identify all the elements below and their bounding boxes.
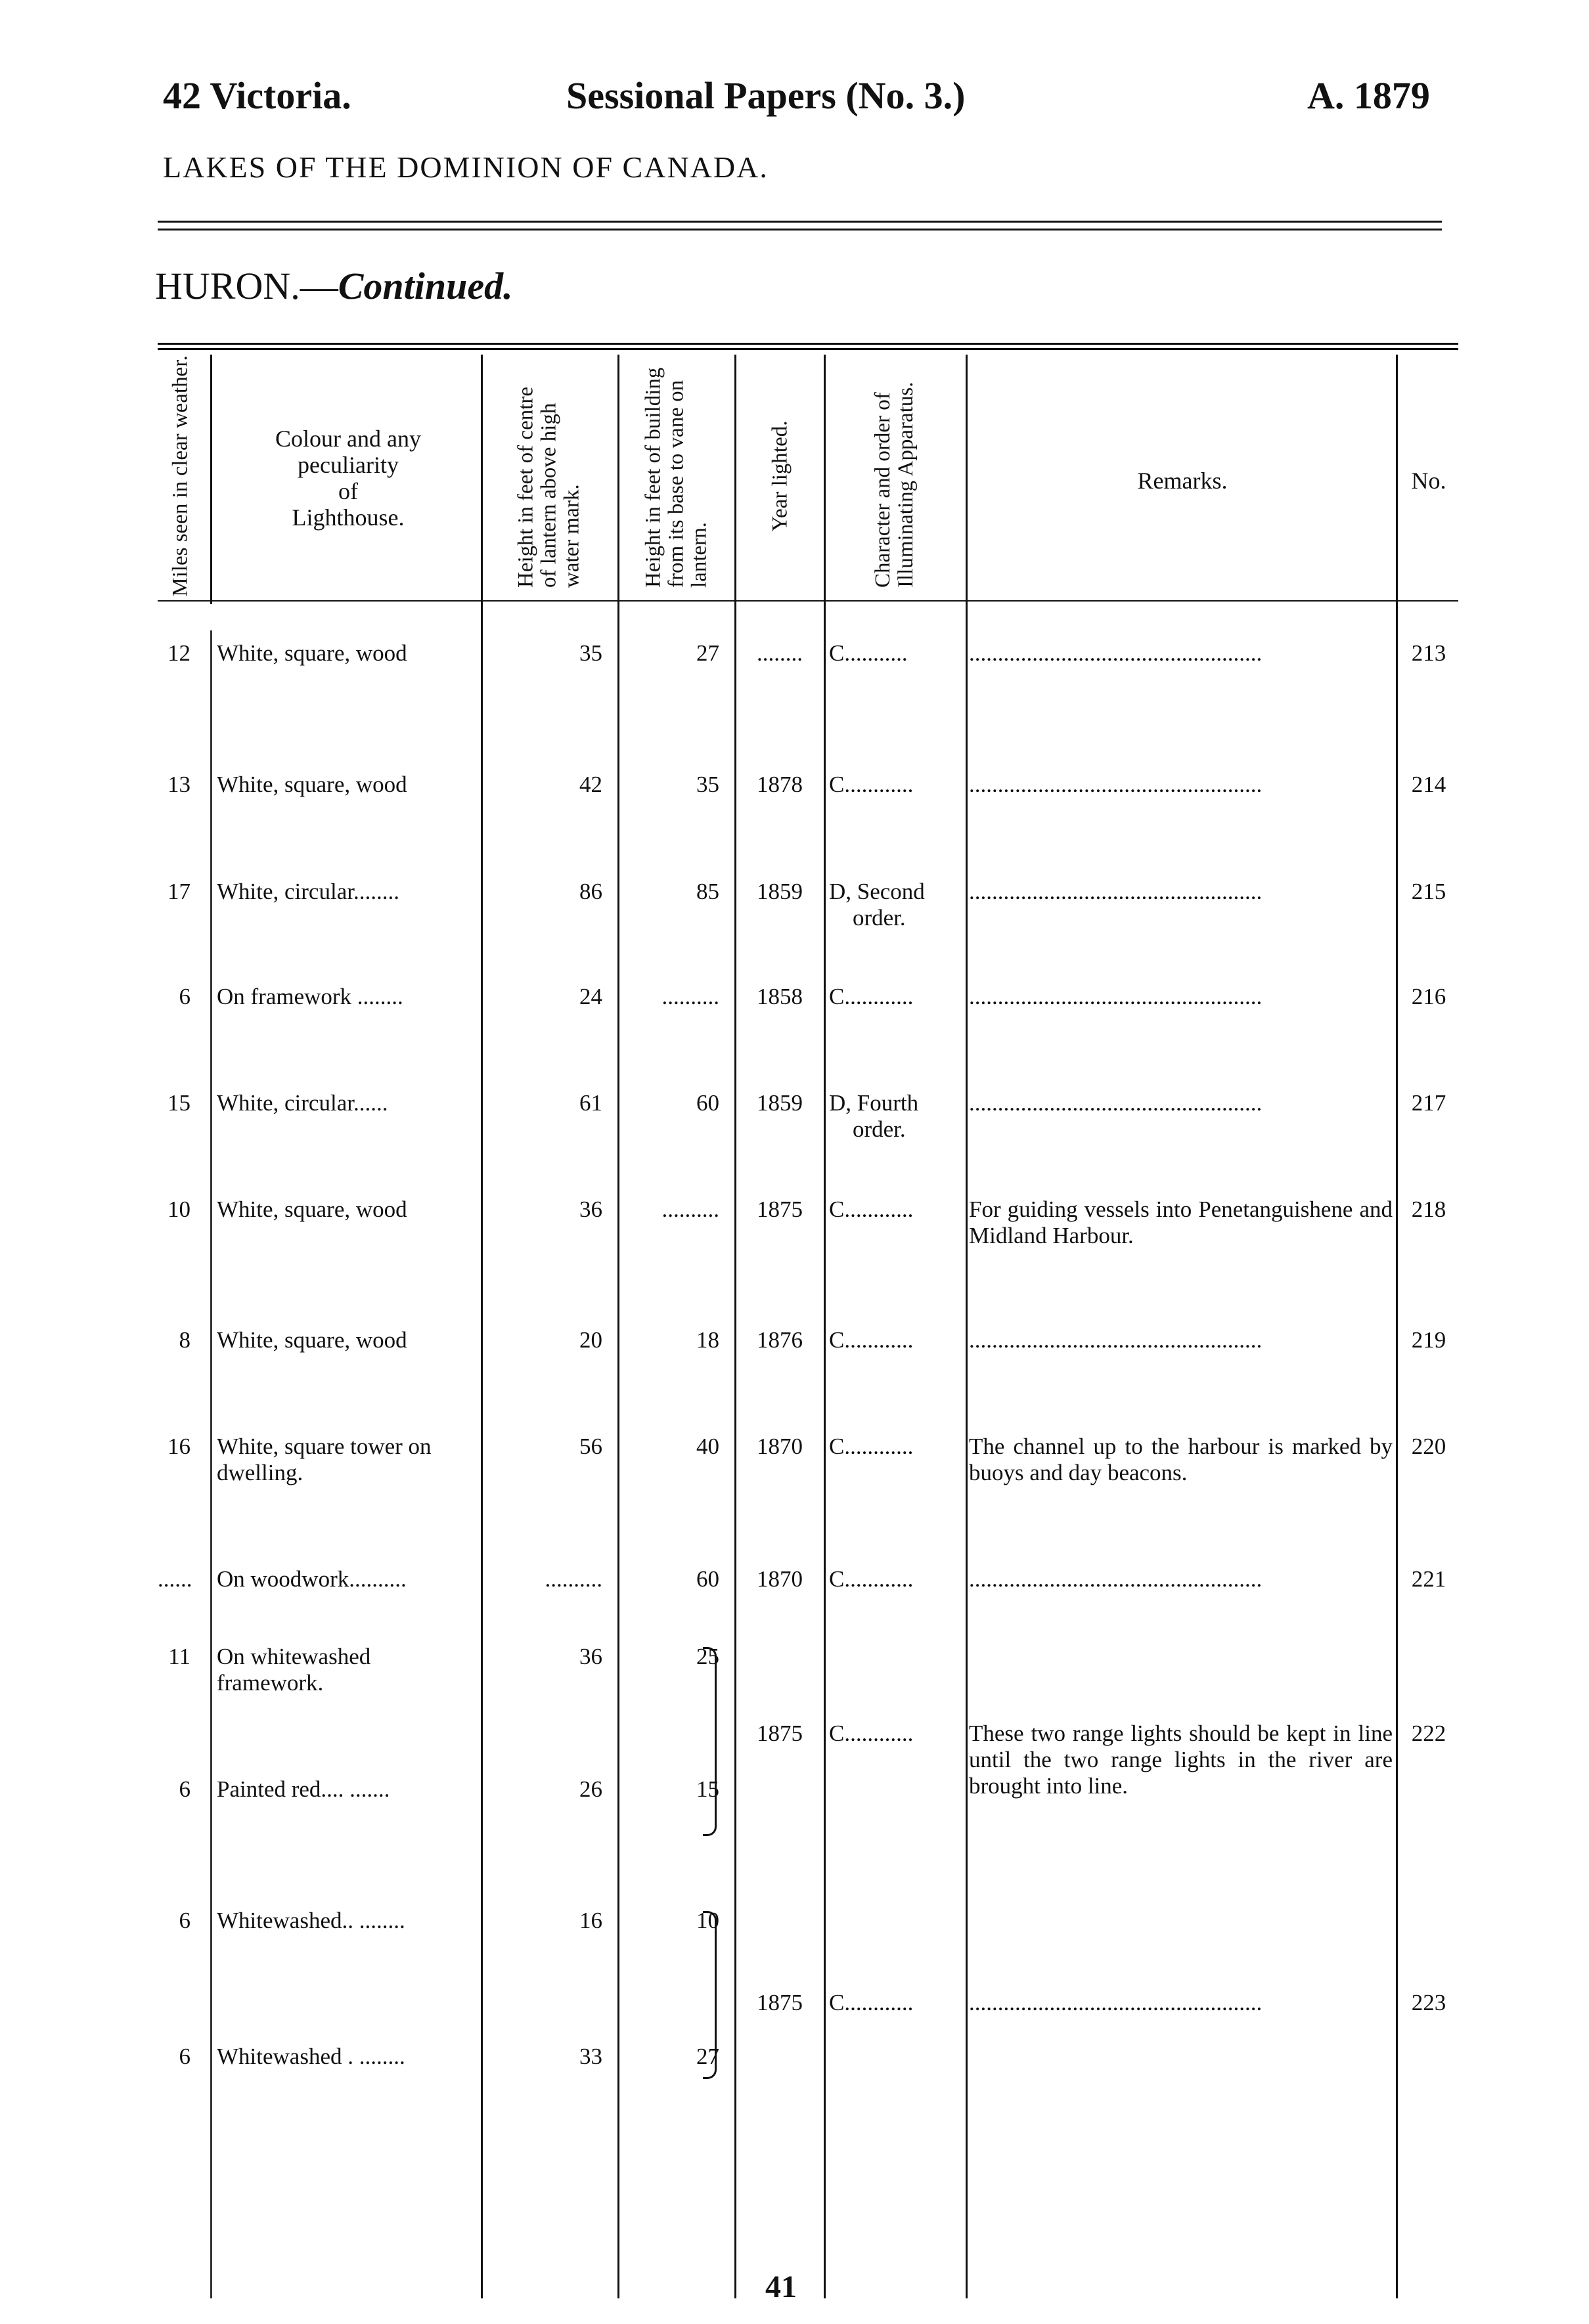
cell-remarks: For guiding vessels into Penetanguishene and Midland Harbour.: [969, 1196, 1393, 1248]
cell-no: 213: [1411, 640, 1446, 666]
group-brace: [703, 1647, 717, 1836]
cell-no: 218: [1411, 1196, 1446, 1222]
cell-height-centre: 16: [579, 1908, 602, 1933]
section-continued: Continued.: [338, 265, 513, 307]
cell-no: 221: [1411, 1566, 1446, 1592]
cell-height-centre: 24: [579, 984, 602, 1009]
header-year: A. 1879: [1307, 74, 1430, 117]
cell-height-building: 27: [696, 640, 719, 666]
cell-character-order: order.: [853, 905, 906, 931]
cell-no: 219: [1411, 1327, 1446, 1353]
cell-colour: White, square tower on dwelling.: [217, 1434, 432, 1485]
cell-height-building: 15: [696, 1776, 719, 1802]
cell-height-building: 60: [696, 1090, 719, 1116]
header-rule-1: [158, 221, 1442, 223]
cell-colour: White, circular......: [217, 1090, 388, 1116]
cell-miles: ......: [158, 1566, 192, 1592]
cell-height-building: 18: [696, 1327, 719, 1353]
cell-colour: White, square, wood: [217, 772, 407, 797]
col-header-colour-line4: Lighthouse.: [292, 504, 405, 531]
col-header-height-building: Height in feet of building from its base to vane on lantern.: [641, 367, 711, 588]
col-header-character: Character and order of Illuminating Apparatus.: [871, 382, 918, 588]
cell-year: 1858: [757, 984, 803, 1009]
col-header-colour-line2: peculiarity: [298, 452, 399, 478]
cell-miles: 6: [179, 1908, 190, 1933]
cell-height-centre: 61: [579, 1090, 602, 1116]
cell-year: 1859: [757, 1090, 803, 1116]
cell-miles: 15: [168, 1090, 190, 1116]
cell-height-centre: 20: [579, 1327, 602, 1353]
group-character: C............: [829, 1721, 914, 1746]
cell-year: 1859: [757, 879, 803, 904]
cell-no: 214: [1411, 772, 1446, 797]
cell-miles: 13: [168, 772, 190, 797]
table-top-rule: [158, 343, 1458, 345]
cell-remarks: The channel up to the harbour is marked by buoys and day beacons.: [969, 1434, 1393, 1485]
cell-height-building: 60: [696, 1566, 719, 1592]
cell-miles: 17: [168, 879, 190, 904]
cell-character: C...........: [829, 640, 908, 666]
cell-no: 217: [1411, 1090, 1446, 1116]
cell-height-building: 10: [696, 1908, 719, 1933]
cell-remarks: ...................................................: [969, 984, 1263, 1009]
cell-miles: 6: [179, 2044, 190, 2069]
document-subtitle: LAKES OF THE DOMINION OF CANADA.: [163, 150, 769, 184]
col-header-colour-line1: Colour and any: [275, 426, 421, 452]
cell-height-building: 85: [696, 879, 719, 904]
header-sessional-papers: Sessional Papers (No. 3.): [566, 74, 966, 117]
section-title: [155, 264, 513, 308]
cell-remarks: ...................................................: [969, 1090, 1263, 1116]
col-header-colour-line3: of: [338, 478, 358, 504]
cell-miles: 8: [179, 1327, 190, 1353]
cell-height-centre: 42: [579, 772, 602, 797]
cell-miles: 6: [179, 1776, 190, 1802]
cell-colour: On whitewashed framework.: [217, 1644, 371, 1696]
group-year: 1875: [757, 1990, 803, 2015]
cell-miles: 6: [179, 984, 190, 1009]
cell-character-order: order.: [853, 1116, 906, 1142]
cell-height-building: 25: [696, 1644, 719, 1669]
col-sep-2: [481, 355, 483, 2298]
cell-colour: White, square, wood: [217, 1327, 407, 1353]
col-header-year: Year lighted.: [768, 420, 792, 532]
col-header-colour: [220, 426, 476, 531]
cell-height-centre: 33: [579, 2044, 602, 2069]
cell-character: C............: [829, 1566, 914, 1592]
col-sep-3: [617, 355, 619, 2298]
cell-miles: 16: [168, 1434, 190, 1459]
header-rule-2: [158, 229, 1442, 230]
cell-colour: White, square, wood: [217, 640, 407, 666]
col-sep-4: [734, 355, 736, 2298]
col-header-remarks: Remarks.: [1137, 468, 1228, 494]
cell-height-building: 27: [696, 2044, 719, 2069]
cell-height-building: 40: [696, 1434, 719, 1459]
group-year: 1875: [757, 1721, 803, 1746]
col-sep-1: [210, 355, 212, 604]
cell-character: C............: [829, 1434, 914, 1459]
cell-no: 215: [1411, 879, 1446, 904]
col-header-height-centre: Height in feet of centre of lantern above high water mark.: [514, 386, 584, 588]
cell-year: 1876: [757, 1327, 803, 1353]
cell-year: ........: [757, 640, 803, 666]
cell-year: 1878: [757, 772, 803, 797]
cell-height-building: ..........: [661, 1196, 719, 1222]
col-sep-5: [824, 355, 826, 2298]
table-top-rule-2: [158, 348, 1458, 350]
cell-year: 1870: [757, 1566, 803, 1592]
group-no: 222: [1411, 1721, 1446, 1746]
cell-character: C............: [829, 1196, 914, 1222]
cell-character: C............: [829, 984, 914, 1009]
cell-no: 220: [1411, 1434, 1446, 1459]
cell-height-building: ..........: [661, 984, 719, 1009]
header-session: 42 Victoria.: [163, 74, 351, 117]
cell-remarks: ...................................................: [969, 1566, 1263, 1592]
col-sep-7: [1396, 355, 1398, 2298]
section-name: HURON.—: [155, 265, 338, 307]
cell-miles: 10: [168, 1196, 190, 1222]
cell-colour: On framework ........: [217, 984, 403, 1009]
cell-height-centre: ..........: [545, 1566, 602, 1592]
cell-year: 1870: [757, 1434, 803, 1459]
cell-remarks: ...................................................: [969, 1327, 1263, 1353]
cell-colour: Whitewashed . ........: [217, 2044, 405, 2069]
group-remarks: ...................................................: [969, 1990, 1263, 2015]
col-header-miles: Miles seen in clear weather.: [168, 355, 192, 597]
page-number: 41: [765, 2269, 797, 2304]
cell-colour: Painted red.... .......: [217, 1776, 390, 1802]
cell-character: D, Second: [829, 879, 925, 904]
cell-no: 216: [1411, 984, 1446, 1009]
col-sep-1b: [210, 630, 212, 2298]
cell-character: C............: [829, 772, 914, 797]
cell-height-centre: 36: [579, 1644, 602, 1669]
cell-remarks: ...................................................: [969, 772, 1263, 797]
cell-height-centre: 36: [579, 1196, 602, 1222]
cell-miles: 11: [168, 1644, 190, 1669]
cell-height-centre: 86: [579, 879, 602, 904]
group-character: C............: [829, 1990, 914, 2015]
table-header-rule: [158, 600, 1458, 602]
cell-height-centre: 56: [579, 1434, 602, 1459]
cell-height-centre: 26: [579, 1776, 602, 1802]
col-header-no: No.: [1411, 468, 1446, 494]
group-no: 223: [1411, 1990, 1446, 2015]
cell-colour: Whitewashed.. ........: [217, 1908, 405, 1933]
cell-remarks: ...................................................: [969, 640, 1263, 666]
group-brace: [703, 1911, 717, 2079]
cell-colour: On woodwork..........: [217, 1566, 407, 1592]
group-remarks: These two range lights should be kept in line until the two range lights in the river are brought into line.: [969, 1721, 1393, 1799]
cell-colour: White, circular........: [217, 879, 399, 904]
col-sep-6: [966, 355, 968, 2298]
cell-remarks: ...................................................: [969, 879, 1263, 904]
cell-character: D, Fourth: [829, 1090, 919, 1116]
cell-character: C............: [829, 1327, 914, 1353]
cell-height-building: 35: [696, 772, 719, 797]
cell-year: 1875: [757, 1196, 803, 1222]
cell-colour: White, square, wood: [217, 1196, 407, 1222]
cell-height-centre: 35: [579, 640, 602, 666]
cell-miles: 12: [168, 640, 190, 666]
